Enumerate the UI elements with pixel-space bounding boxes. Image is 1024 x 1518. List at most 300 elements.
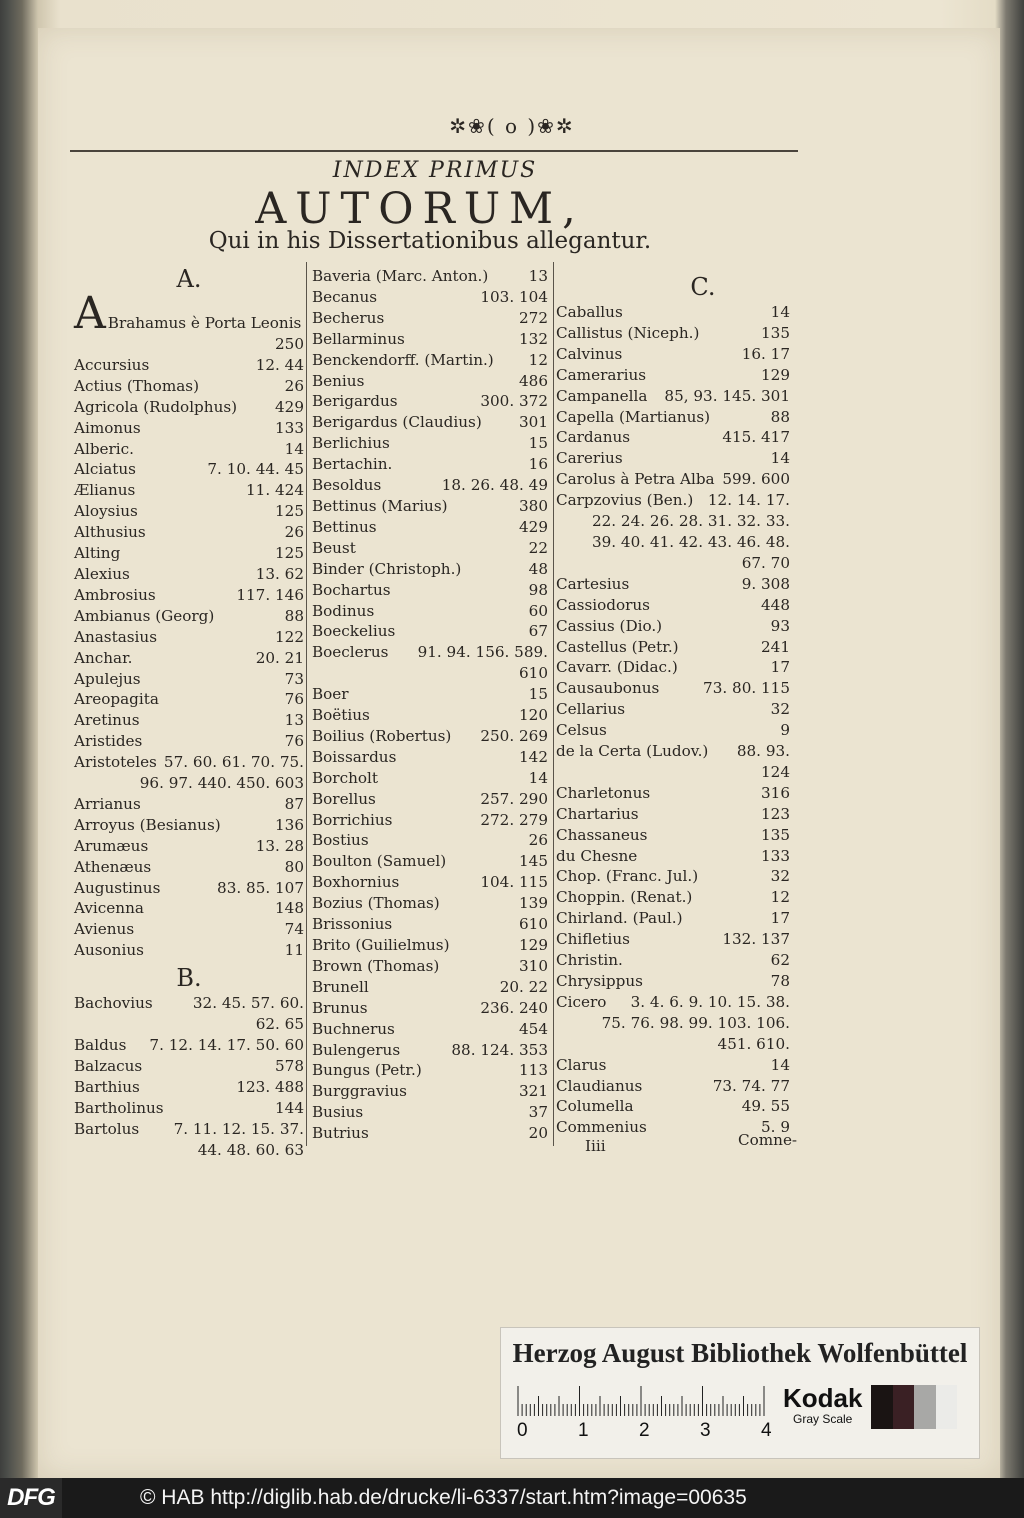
entry-name: Cartesius xyxy=(556,574,630,593)
entry-name: Bulengerus xyxy=(312,1040,401,1059)
cicero-continuation xyxy=(556,1013,790,1055)
index-entry xyxy=(312,433,548,454)
entry-name: Bertachin. xyxy=(312,455,393,474)
entry-name: Chrysippus xyxy=(556,972,643,990)
entry-name: Chassaneus xyxy=(556,825,648,844)
index-entry xyxy=(312,1040,548,1061)
entry-pages: 148 xyxy=(275,899,304,918)
swatch-dark xyxy=(893,1385,915,1429)
entry-name: Boissardus xyxy=(312,747,397,766)
index-entry xyxy=(312,1019,548,1040)
index-entry xyxy=(312,935,548,956)
entry-name: Becanus xyxy=(312,287,378,306)
index-entry xyxy=(312,454,548,475)
index-entry xyxy=(312,601,548,622)
index-entry xyxy=(74,376,304,397)
index-entry xyxy=(312,287,548,308)
entry-name: Choppin. (Renat.) xyxy=(556,888,693,907)
index-entry xyxy=(74,543,304,564)
ruler-number: 2 xyxy=(639,1420,650,1441)
swatch-black xyxy=(871,1385,893,1429)
index-entry xyxy=(312,266,548,287)
entry-pages: 250 xyxy=(275,335,304,353)
entry-name: Anchar. xyxy=(74,648,133,667)
entry-name: de la Certa (Ludov.) xyxy=(556,742,709,761)
entry-name: Bartolus xyxy=(74,1119,140,1138)
index-entry xyxy=(556,1055,790,1076)
index-entry xyxy=(74,564,304,585)
gray-swatches xyxy=(871,1385,957,1429)
entry-name: Benckendorff. (Martin.) xyxy=(312,350,494,369)
dfg-logo: DFG xyxy=(0,1478,62,1518)
entry-pages: 13. 62 xyxy=(255,564,304,583)
entry-continuation: 67. 70 xyxy=(741,553,790,572)
entry-pages: 257. 290 xyxy=(480,789,548,808)
entry-name: Alting xyxy=(74,544,121,563)
entry-continuation: 610 xyxy=(519,664,548,683)
entry-pages: 12. 44 xyxy=(255,355,304,374)
index-entry xyxy=(556,929,790,950)
entries-col2-2 xyxy=(312,684,548,1144)
entry-pages: 85, 93. 145. 301 xyxy=(664,386,790,405)
entry-name: Baveria (Marc. Anton.) xyxy=(312,267,489,285)
entry-pages: 132 xyxy=(519,329,548,348)
first-entry xyxy=(74,288,304,339)
index-entry xyxy=(556,365,790,386)
index-entry xyxy=(312,956,548,977)
entry-name: Aristoteles xyxy=(74,753,157,772)
entry-continuation: 22. 24. 26. 28. 31. 32. 33. xyxy=(591,512,790,531)
entry-pages: 104. 115 xyxy=(480,873,548,892)
entry-pages: 133 xyxy=(275,418,304,437)
index-entry xyxy=(74,919,304,940)
entry-pages: 13 xyxy=(528,267,548,285)
entry-pages: 18. 26. 48. 49 xyxy=(441,476,548,495)
index-entry xyxy=(74,710,304,731)
entry-pages: 76 xyxy=(284,732,304,751)
entry-name: Alciatus xyxy=(74,460,136,479)
entry-pages: 139 xyxy=(519,894,548,913)
entry-name: Aretinus xyxy=(74,711,140,730)
ruler-scale xyxy=(517,1386,767,1416)
entry-name: Borrichius xyxy=(312,810,393,829)
index-entry xyxy=(74,752,304,773)
index-entry xyxy=(312,642,548,663)
entry-name: Boëtius xyxy=(312,706,370,725)
index-entry xyxy=(74,794,304,815)
entry-pages: 301 xyxy=(519,413,548,432)
index-entry xyxy=(74,815,304,836)
entry-pages: 12 xyxy=(770,888,790,907)
index-entry xyxy=(74,857,304,878)
entry-pages: 22 xyxy=(528,538,548,557)
entry-name: Berlichius xyxy=(312,434,390,453)
index-entry xyxy=(312,621,548,642)
entry-pages: 17 xyxy=(770,909,790,928)
entry-name: Aloysius xyxy=(74,502,138,521)
entry-pages: 60 xyxy=(528,601,548,620)
entry-name: Charletonus xyxy=(556,783,651,802)
entry-name: Bartholinus xyxy=(74,1098,164,1117)
entry-name: Causaubonus xyxy=(556,679,660,698)
index-entry xyxy=(312,747,548,768)
entry-name: Beust xyxy=(312,538,356,557)
index-entry xyxy=(556,302,790,323)
entry-name: Apulejus xyxy=(74,669,141,688)
entry-pages: 16. 17 xyxy=(741,344,790,363)
entry-pages: 300. 372 xyxy=(480,392,548,411)
entry-name: Berigardus (Claudius) xyxy=(312,413,482,432)
column-2 xyxy=(312,266,548,1144)
entry-name: Chirland. (Paul.) xyxy=(556,909,683,928)
section-letter-a: A. xyxy=(176,265,202,293)
entry-pages: 454 xyxy=(519,1019,548,1038)
entry-name: Arrianus xyxy=(74,794,141,813)
entry-pages: 26 xyxy=(528,831,548,850)
entry-name: Chop. (Franc. Jul.) xyxy=(556,867,699,886)
entry-name: Bozius (Thomas) xyxy=(312,894,440,913)
entry-pages: 7. 10. 44. 45 xyxy=(207,460,304,479)
entry-name: Actius (Thomas) xyxy=(74,376,199,395)
index-entry xyxy=(556,407,790,428)
index-entry xyxy=(74,480,304,501)
entry-name: Brunell xyxy=(312,977,369,996)
index-entry xyxy=(556,971,790,992)
entry-pages: 9 xyxy=(780,721,790,740)
entry-name: Binder (Christoph.) xyxy=(312,559,462,578)
index-entry xyxy=(556,1096,790,1117)
swatch-light xyxy=(936,1385,958,1429)
entry-pages: 578 xyxy=(275,1056,304,1075)
entry-name: Carerius xyxy=(556,449,623,468)
index-entry xyxy=(556,386,790,407)
footer-credit[interactable]: © HAB http://diglib.hab.de/drucke/li-6337/start.htm?image=00635 xyxy=(140,1486,747,1509)
entry-name: Barthius xyxy=(74,1077,140,1096)
entry-name: Ausonius xyxy=(74,941,144,960)
entry-pages: 32 xyxy=(770,700,790,719)
index-entry xyxy=(312,705,548,726)
index-entry xyxy=(312,517,548,538)
entry-pages: 32 xyxy=(770,867,790,886)
footer-bar xyxy=(0,1478,1024,1518)
entry-pages: 73. 80. 115 xyxy=(703,679,790,698)
index-entry xyxy=(74,669,304,690)
entry-pages: 132. 137 xyxy=(722,930,790,949)
entries-b xyxy=(74,1035,304,1140)
entry-name: du Chesne xyxy=(556,846,638,865)
entry-pages: 16 xyxy=(528,455,548,474)
entry-pages: 14 xyxy=(770,1055,790,1074)
entry-pages: 7. 11. 12. 15. 37. xyxy=(173,1119,304,1138)
entry-name: Callistus (Niceph.) xyxy=(556,323,700,342)
index-entry xyxy=(556,783,790,804)
index-entry xyxy=(556,825,790,846)
section-letter-b: B. xyxy=(176,964,202,993)
entry-pages: 136 xyxy=(275,815,304,834)
entry-name: Cassiodorus xyxy=(556,595,650,614)
entry-pages: 26 xyxy=(284,523,304,542)
index-entry xyxy=(312,580,548,601)
entry-pages: 14 xyxy=(528,768,548,787)
entries-col3-2 xyxy=(556,574,790,762)
column-divider-right xyxy=(553,262,554,1146)
entry-name: Aristides xyxy=(74,732,143,751)
entry-name: Busius xyxy=(312,1103,364,1122)
signature-mark: Iiii xyxy=(585,1137,606,1155)
entry-pages: 415. 417 xyxy=(722,428,790,447)
entry-pages: 32. 45. 57. 60. xyxy=(192,994,304,1013)
entry-continuation: 39. 40. 41. 42. 43. 46. 48. xyxy=(591,532,790,551)
index-entry xyxy=(74,836,304,857)
entry-name: Bellarminus xyxy=(312,329,405,348)
index-entry xyxy=(74,731,304,752)
index-entry xyxy=(312,914,548,935)
entry-name: Brunus xyxy=(312,998,368,1017)
entry-name: Avienus xyxy=(74,920,135,939)
entry-pages: 142 xyxy=(519,747,548,766)
entry-pages: 250. 269 xyxy=(480,726,548,745)
entry-pages: 15 xyxy=(528,434,548,453)
dropcap-letter: A xyxy=(74,288,106,339)
entry-pages: 88 xyxy=(284,606,304,625)
entry-pages: 12. 14. 17. xyxy=(707,491,790,510)
entry-pages: 321 xyxy=(519,1082,548,1101)
index-entry xyxy=(74,501,304,522)
index-entry xyxy=(312,329,548,350)
entry-pages: 599. 600 xyxy=(722,470,790,489)
index-entry xyxy=(312,1060,548,1081)
entry-pages: 448 xyxy=(761,595,790,614)
entry-name: Bachovius xyxy=(74,994,153,1013)
entry-pages: 88. 93. xyxy=(736,742,790,761)
ruler-number: 1 xyxy=(578,1420,589,1441)
index-entry xyxy=(74,627,304,648)
index-entry xyxy=(556,637,790,658)
index-entry xyxy=(312,371,548,392)
entry-pages: 26 xyxy=(284,376,304,395)
entry-pages: 272. 279 xyxy=(480,810,548,829)
index-entry xyxy=(312,768,548,789)
entry-name: Berigardus xyxy=(312,392,398,411)
header-ornament: ✲❀( o )❀✲ xyxy=(449,114,575,138)
entry-pages: 62 xyxy=(770,951,790,970)
index-entry xyxy=(556,699,790,720)
entry-name: Becherus xyxy=(312,308,385,327)
entry-pages: 144 xyxy=(275,1098,304,1117)
entry-name: Besoldus xyxy=(312,476,382,495)
index-entry xyxy=(312,308,548,329)
entry-pages: 20. 21 xyxy=(255,648,304,667)
index-entry xyxy=(312,977,548,998)
entry-pages: 272 xyxy=(519,308,548,327)
entry-name: Althusius xyxy=(74,523,146,542)
entry-name: Calvinus xyxy=(556,344,623,363)
entries-a xyxy=(74,355,304,773)
entry-pages: 486 xyxy=(519,371,548,390)
index-entry xyxy=(74,397,304,418)
entry-pages: 429 xyxy=(275,397,304,416)
entry-pages: 12 xyxy=(528,350,548,369)
entry-name: Alberic. xyxy=(74,439,134,458)
entry-name: Cavarr. (Didac.) xyxy=(556,658,678,677)
entry-name: Carpzovius (Ben.) xyxy=(556,491,694,510)
index-entry xyxy=(556,950,790,971)
entry-pages: 7. 12. 14. 17. 50. 60 xyxy=(149,1036,304,1054)
entry-pages: 9. 308 xyxy=(741,574,790,593)
index-entry xyxy=(74,689,304,710)
index-entry xyxy=(556,469,790,490)
entries-col3-3 xyxy=(556,783,790,1013)
entry-name: Columella xyxy=(556,1097,634,1116)
entry-name: Chifletius xyxy=(556,930,630,949)
entries-col3-1 xyxy=(556,302,790,511)
index-entry xyxy=(312,684,548,705)
entry-name: Ambrosius xyxy=(74,585,156,604)
entry-name: Bostius xyxy=(312,831,369,850)
entry-pages: 3. 4. 6. 9. 10. 15. 38. xyxy=(630,992,790,1011)
entry-pages: 48 xyxy=(528,559,548,578)
index-entry xyxy=(556,657,790,678)
index-entry xyxy=(556,344,790,365)
entry-name: Brito (Guilielmus) xyxy=(312,936,450,954)
page-subtitle: Qui in his Dissertationibus allegantur. xyxy=(208,228,652,254)
entry-name: Boer xyxy=(312,685,349,704)
entry-pages: 123 xyxy=(761,804,790,823)
entry-name: Boeckelius xyxy=(312,622,396,641)
entry-pages: 73 xyxy=(284,669,304,688)
library-name: Herzog August Bibliothek Wolfenbüttel xyxy=(512,1338,968,1368)
index-entry xyxy=(556,992,790,1013)
entry-name: Borellus xyxy=(312,789,376,808)
entry-name: Boulton (Samuel) xyxy=(312,852,447,871)
index-entry xyxy=(74,355,304,376)
entry-name: Clarus xyxy=(556,1055,607,1074)
entry-name: Borcholt xyxy=(312,768,378,787)
entry-pages: 91. 94. 156. 589. xyxy=(417,643,548,662)
index-entry xyxy=(556,908,790,929)
index-entry xyxy=(312,789,548,810)
index-entry xyxy=(312,559,548,580)
index-entry xyxy=(312,391,548,412)
entry-name: Ambianus (Georg) xyxy=(74,606,215,625)
index-entry xyxy=(74,898,304,919)
entry-pages: 236. 240 xyxy=(480,998,548,1017)
column-1 xyxy=(74,264,304,1160)
entry-name: Bodinus xyxy=(312,601,375,620)
entry-pages: 83. 85. 107 xyxy=(217,878,304,897)
index-entry xyxy=(312,538,548,559)
entry-pages: 117. 146 xyxy=(236,585,304,604)
entry-pages: 5. 9 xyxy=(761,1118,790,1137)
index-entry xyxy=(312,830,548,851)
index-entry xyxy=(74,522,304,543)
entry-pages: 145 xyxy=(519,852,548,871)
index-entry xyxy=(312,1102,548,1123)
entry-name: Cicero xyxy=(556,992,607,1011)
index-entry xyxy=(74,993,304,1014)
entry-pages: 241 xyxy=(761,637,790,656)
entry-pages: 73. 74. 77 xyxy=(712,1076,790,1095)
page-title: AUTORUM, xyxy=(255,184,585,234)
index-entry xyxy=(74,940,304,961)
entry-name: Ælianus xyxy=(74,481,136,500)
index-entry xyxy=(74,648,304,669)
entry-name: Caballus xyxy=(556,303,623,321)
entry-pages: 129 xyxy=(519,936,548,954)
index-entry xyxy=(556,595,790,616)
entry-name: Boxhornius xyxy=(312,873,400,892)
index-entry xyxy=(312,851,548,872)
entry-name: Augustinus xyxy=(74,878,161,897)
index-entry xyxy=(74,418,304,439)
entry-name: Camerarius xyxy=(556,365,647,384)
entry-name: Areopagita xyxy=(74,690,159,709)
entry-pages: 20 xyxy=(528,1124,548,1143)
entry-name: Baldus xyxy=(74,1036,127,1054)
index-entry xyxy=(74,585,304,606)
entry-pages: 113 xyxy=(519,1061,548,1080)
ruler-number: 3 xyxy=(700,1420,711,1441)
section-letter-c: C. xyxy=(690,273,716,301)
index-entry xyxy=(556,448,790,469)
entry-pages: 93 xyxy=(770,616,790,635)
entry-name: Celsus xyxy=(556,721,607,740)
entry-pages: 13 xyxy=(284,711,304,730)
entry-pages: 37 xyxy=(528,1103,548,1122)
entry-pages: 80 xyxy=(284,857,304,876)
column-3 xyxy=(556,272,790,1138)
entry-pages: 11 xyxy=(284,941,304,960)
index-entry xyxy=(556,574,790,595)
entry-name: Accursius xyxy=(74,355,150,374)
entry-name: Arumæus xyxy=(74,836,149,855)
index-entry xyxy=(556,887,790,908)
index-entry xyxy=(312,496,548,517)
index-entry xyxy=(556,846,790,867)
entry-pages: 14 xyxy=(770,449,790,468)
index-entry xyxy=(312,412,548,433)
entry-continuation: 96. 97. 440. 450. 603 xyxy=(139,774,304,793)
index-entry xyxy=(74,439,304,460)
entry-pages: 103. 104 xyxy=(480,287,548,306)
entry-name: Alexius xyxy=(74,564,130,583)
entry-name: Chartarius xyxy=(556,804,639,823)
entry-pages: 429 xyxy=(519,517,548,536)
entry-pages: 120 xyxy=(519,706,548,725)
entry-pages: 20. 22 xyxy=(499,977,548,996)
entry-pages: 125 xyxy=(275,502,304,521)
entry-pages: 125 xyxy=(275,544,304,563)
entry-name: Butrius xyxy=(312,1124,369,1143)
entry-name: Cassius (Dio.) xyxy=(556,616,663,635)
entry-pages: 87 xyxy=(284,794,304,813)
carpzovius-continuation xyxy=(556,511,790,574)
entry-pages: 15 xyxy=(528,685,548,704)
index-entry xyxy=(74,1119,304,1140)
index-entry xyxy=(556,323,790,344)
entry-pages: 380 xyxy=(519,496,548,515)
index-entry xyxy=(556,1076,790,1097)
entry-pages: 67 xyxy=(528,622,548,641)
entry-pages: 14 xyxy=(770,303,790,321)
entry-name: Boilius (Robertus) xyxy=(312,726,452,745)
entry-name: Christin. xyxy=(556,951,623,970)
index-entry xyxy=(556,678,790,699)
index-entry xyxy=(556,720,790,741)
index-entry xyxy=(74,1077,304,1098)
entry-pages: 122 xyxy=(275,627,304,646)
entry-name: Anastasius xyxy=(74,627,157,646)
